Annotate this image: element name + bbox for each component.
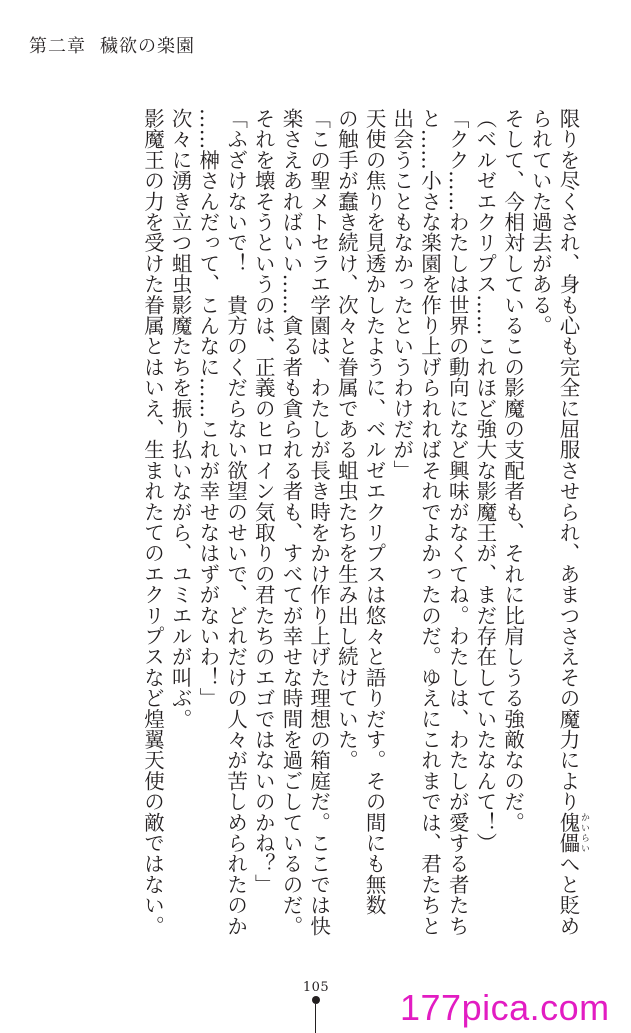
- chapter-title: 穢欲の楽園: [100, 36, 195, 57]
- page-number: 105: [302, 980, 330, 995]
- text-line-10: 「この聖メトセラエ学園は、わたしが長き時をかけ作り上げた理想の箱庭だ。ここでは快: [306, 108, 331, 936]
- ruby-base: 傀儡: [556, 811, 580, 854]
- running-header: [29, 32, 195, 58]
- text-line-4: （ベルゼエクリプス……これほど強大な影魔王が、まだ存在していたなんて！）: [472, 108, 497, 854]
- text-line-8: 天使の焦りを見透かしたように、ベルゼエクリプスは悠々と語りだす。その間にも無数: [362, 108, 387, 916]
- text-line-2: られていた過去がある。: [528, 108, 553, 336]
- text-line-7: 出会うこともなかったというわけだが」: [389, 108, 414, 481]
- text-line-16: 影魔王の力を受けた眷属とはいえ、生まれたてのエクリプスなど煌翼天使の敵ではない。: [140, 108, 165, 936]
- text-line-9: の触手が蠢き続け、次々と眷属である蛆虫たちを生み出し続けていた。: [334, 108, 359, 771]
- folio-dot: [312, 996, 320, 1004]
- folio-line: [315, 1004, 316, 1033]
- text-line-13: 「ふざけないで！ 貴方のくだらない欲望のせいで、どれだけの人々が苦しめられたのか: [223, 108, 248, 936]
- text-line-1-part-b: へと貶め: [556, 853, 580, 937]
- text-line-1-part-a: 限りを尽くされ、身も心も完全に屈服させられ、あまつさえその魔力により: [556, 108, 580, 812]
- text-line-6: と……小さな楽園を作り上げられればそれでよかったのだ。ゆえにこれまでは、君たちと: [417, 108, 442, 936]
- text-line-11: 楽さえあればいい……貪る者も貪られる者も、すべてが幸せな時間を過ごしているのだ。: [278, 108, 303, 936]
- ruby-reading: かいらい: [579, 811, 589, 854]
- text-line-1: [553, 108, 589, 948]
- watermark: 177pica.com: [400, 987, 610, 1028]
- body-text: [44, 108, 589, 948]
- text-line-3: そして、今相対しているこの影魔の支配者も、それに比肩しうる強敵なのだ。: [500, 108, 525, 833]
- text-line-14: ……榊さんだって、こんなに……これが幸せなはずがないわ！」: [195, 108, 220, 709]
- text-line-12: それを壊そうというのは、正義のヒロイン気取りの君たちのエゴではないのかね？」: [251, 108, 276, 895]
- chapter-number: 第二章: [29, 36, 86, 57]
- text-line-5: 「クク……わたしは世界の動向になど興味がなくてね。わたしは、わたしが愛する者たち: [445, 108, 470, 936]
- text-line-15: 次々に湧き立つ蛆虫影魔たちを振り払いながら、ユミエルが叫ぶ。: [168, 108, 193, 729]
- ruby-kairai: [556, 811, 589, 854]
